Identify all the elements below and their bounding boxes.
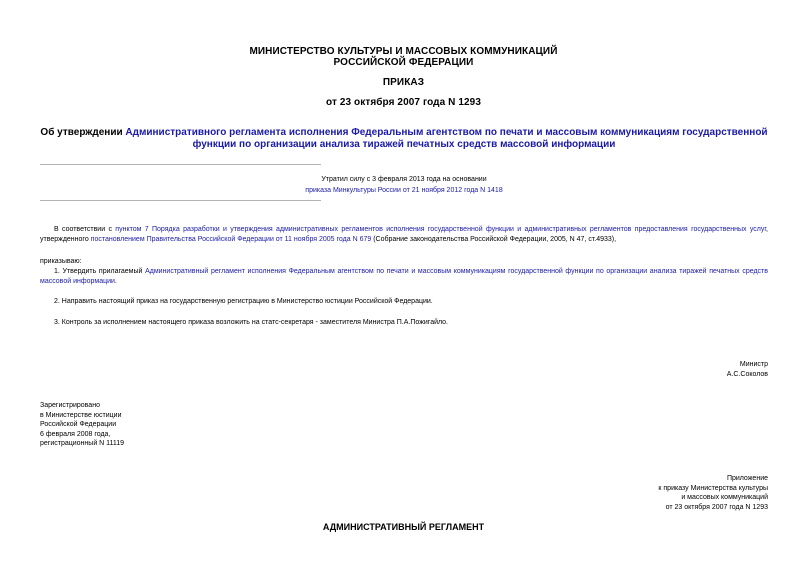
divider-top [40, 164, 321, 165]
signature-name: А.С.Соколов [726, 370, 768, 378]
registration-line-4: 6 февраля 2008 года, [40, 430, 111, 438]
preamble-paragraph [40, 225, 768, 244]
signature-position: Министр [739, 361, 768, 368]
document-date-number: от 23 октября 2007 года N 1293 [325, 97, 482, 108]
status-note [40, 174, 768, 196]
ministry-line-2: РОССИЙСКОЙ ФЕДЕРАЦИИ [333, 57, 474, 68]
regulation-heading: АДМИНИСТРАТИВНЫЙ РЕГЛАМЕНТ [322, 522, 485, 532]
divider-bottom [40, 200, 321, 201]
registration-line-1: Зарегистрировано [40, 402, 100, 409]
appendix-line-3: и массовых коммуникаций [681, 494, 768, 501]
appendix-line-2: к приказу Министерства культуры [658, 484, 768, 492]
preamble-text-2: , утвержденного [40, 226, 768, 243]
status-note-link[interactable]: приказа Минкультуры России от 21 ноября 2012 года N 1418 [305, 187, 503, 194]
document-type: ПРИКАЗ [382, 77, 425, 88]
ministry-line-1: МИНИСТЕРСТВО КУЛЬТУРЫ И МАССОВЫХ КОММУНИКАЦИЙ [249, 46, 558, 57]
registration-line-3: Российской Федерации [40, 421, 117, 428]
order-word: приказываю: [40, 258, 82, 265]
order-item-1-text: 1. Утвердить прилагаемый [54, 268, 146, 275]
preamble-procedure-link[interactable]: пунктом 7 Порядка разработки и утверждения административных регламентов исполнения государственной функции и административных регламентов предоставления государственных услуг [115, 226, 767, 233]
appendix-line-4: от 23 октября 2007 года N 1293 [665, 503, 768, 511]
preamble-text-1: В соответствии с [54, 226, 116, 233]
registration-line-5: регистрационный N 11119 [40, 440, 125, 447]
order-item-1-end: . [114, 277, 117, 285]
order-item-3: 3. Контроль за исполнением настоящего приказа возложить на статс-секретаря - заместителя Министра П.А.Пожигайло. [54, 319, 448, 326]
preamble-text-3: (Собрание законодательства Российской Федерации, 2005, N 47, ст.4933), [371, 235, 617, 243]
order-item-1-regulation-link[interactable]: Административный регламент исполнения Федеральным агентством по печати и массовым коммуникациям государственной функции по организации анализа тиражей печатных средств массовой информации [40, 268, 768, 285]
order-item-2: 2. Направить настоящий приказ на государственную регистрацию в Министерство юстиции Российской Федерации. [54, 298, 433, 305]
title-regulation-link[interactable]: Административного регламента исполнения Федеральным агентством по печати и массовым коммуникациям государственной функции по организации анализа тиражей печатных средств массовой информации [125, 127, 768, 150]
ministry-name [0, 46, 807, 68]
signature-block [727, 360, 768, 379]
title-prefix: Об утверждении [40, 127, 126, 138]
document-title [40, 127, 768, 151]
registration-line-2: в Министерстве юстиции [40, 411, 122, 419]
appendix-block [658, 474, 768, 512]
registration-block [40, 401, 124, 449]
appendix-line-1: Приложение [726, 475, 768, 482]
status-note-text: Утратил силу с 3 февраля 2013 года на основании [321, 176, 487, 183]
preamble-resolution-link[interactable]: постановлением Правительства Российской Федерации от 11 ноября 2005 года N 679 [90, 235, 372, 243]
order-item-1 [40, 267, 768, 286]
